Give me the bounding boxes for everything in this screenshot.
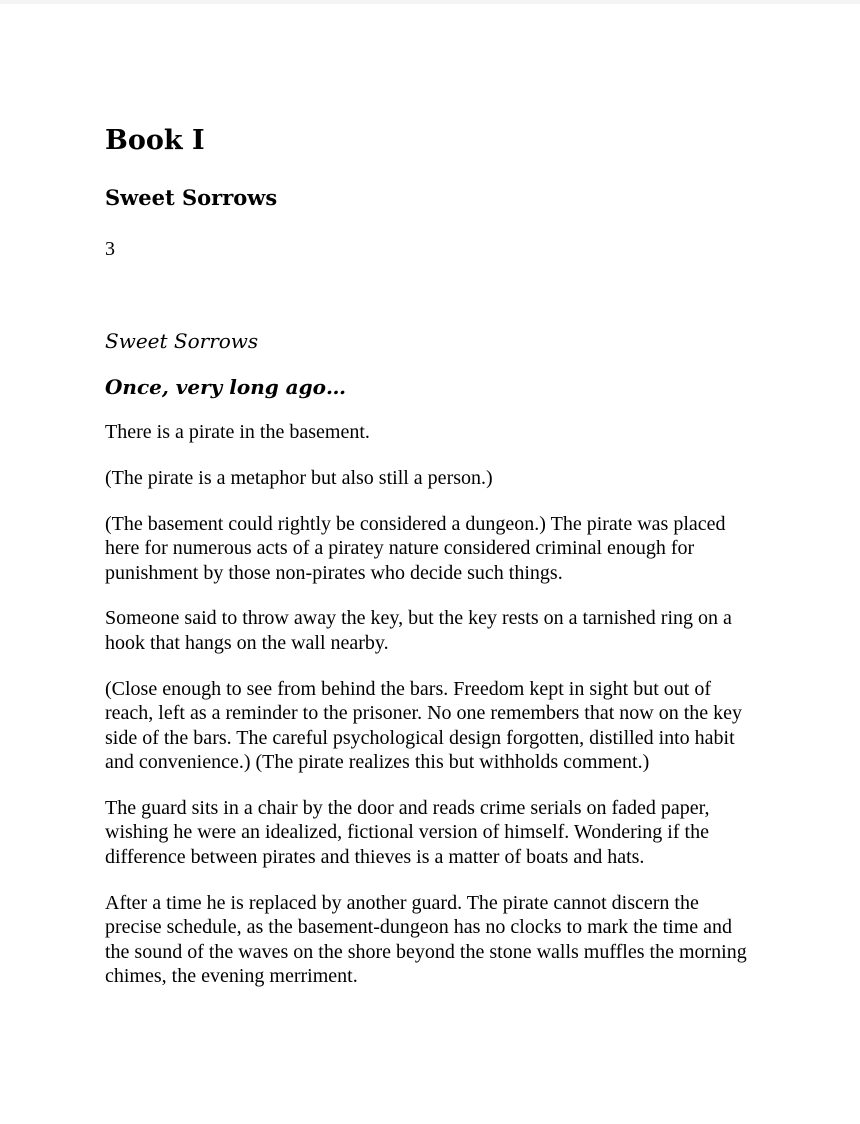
paragraph: (The pirate is a metaphor but also still a person.): [105, 466, 493, 489]
chapter-opening-line: Once, very long ago…: [105, 374, 346, 399]
book-page: [105, 4, 755, 1090]
paragraph: (Close enough to see from behind the bars. Freedom kept in sight but out of reach, left as a reminder to the prisoner. No one remembers that now on the key side of the bars. The careful psychological design forgotten, distilled into habit and convenience.) (The pirate realizes this but withholds comment.): [105, 677, 743, 774]
book-title: Book I: [105, 125, 205, 156]
paragraph: After a time he is replaced by another guard. The pirate cannot discern the precise schedule, as the basement-dungeon has no clocks to mark the time and the sound of the waves on the shore beyond the stone walls muffles the morning chimes, the evening merriment.: [105, 891, 747, 988]
paragraph: (The basement could rightly be considered a dungeon.) The pirate was placed here for numerous acts of a piratey nature considered criminal enough for punishment by those non-pirates who decide such things.: [105, 512, 726, 584]
paragraph: There is a pirate in the basement.: [105, 421, 370, 444]
page-number: 3: [105, 237, 115, 260]
paragraph: Someone said to throw away the key, but the key rests on a tarnished ring on a hook that hangs on the wall nearby.: [105, 607, 732, 654]
chapter-running-head: Sweet Sorrows: [105, 329, 259, 354]
section-title: Sweet Sorrows: [105, 185, 278, 211]
paragraph: The guard sits in a chair by the door and reads crime serials on faded paper, wishing he were an idealized, fictional version of himself. Wondering if the difference between pirates and thieves is a matter of boats and hats.: [105, 796, 710, 869]
